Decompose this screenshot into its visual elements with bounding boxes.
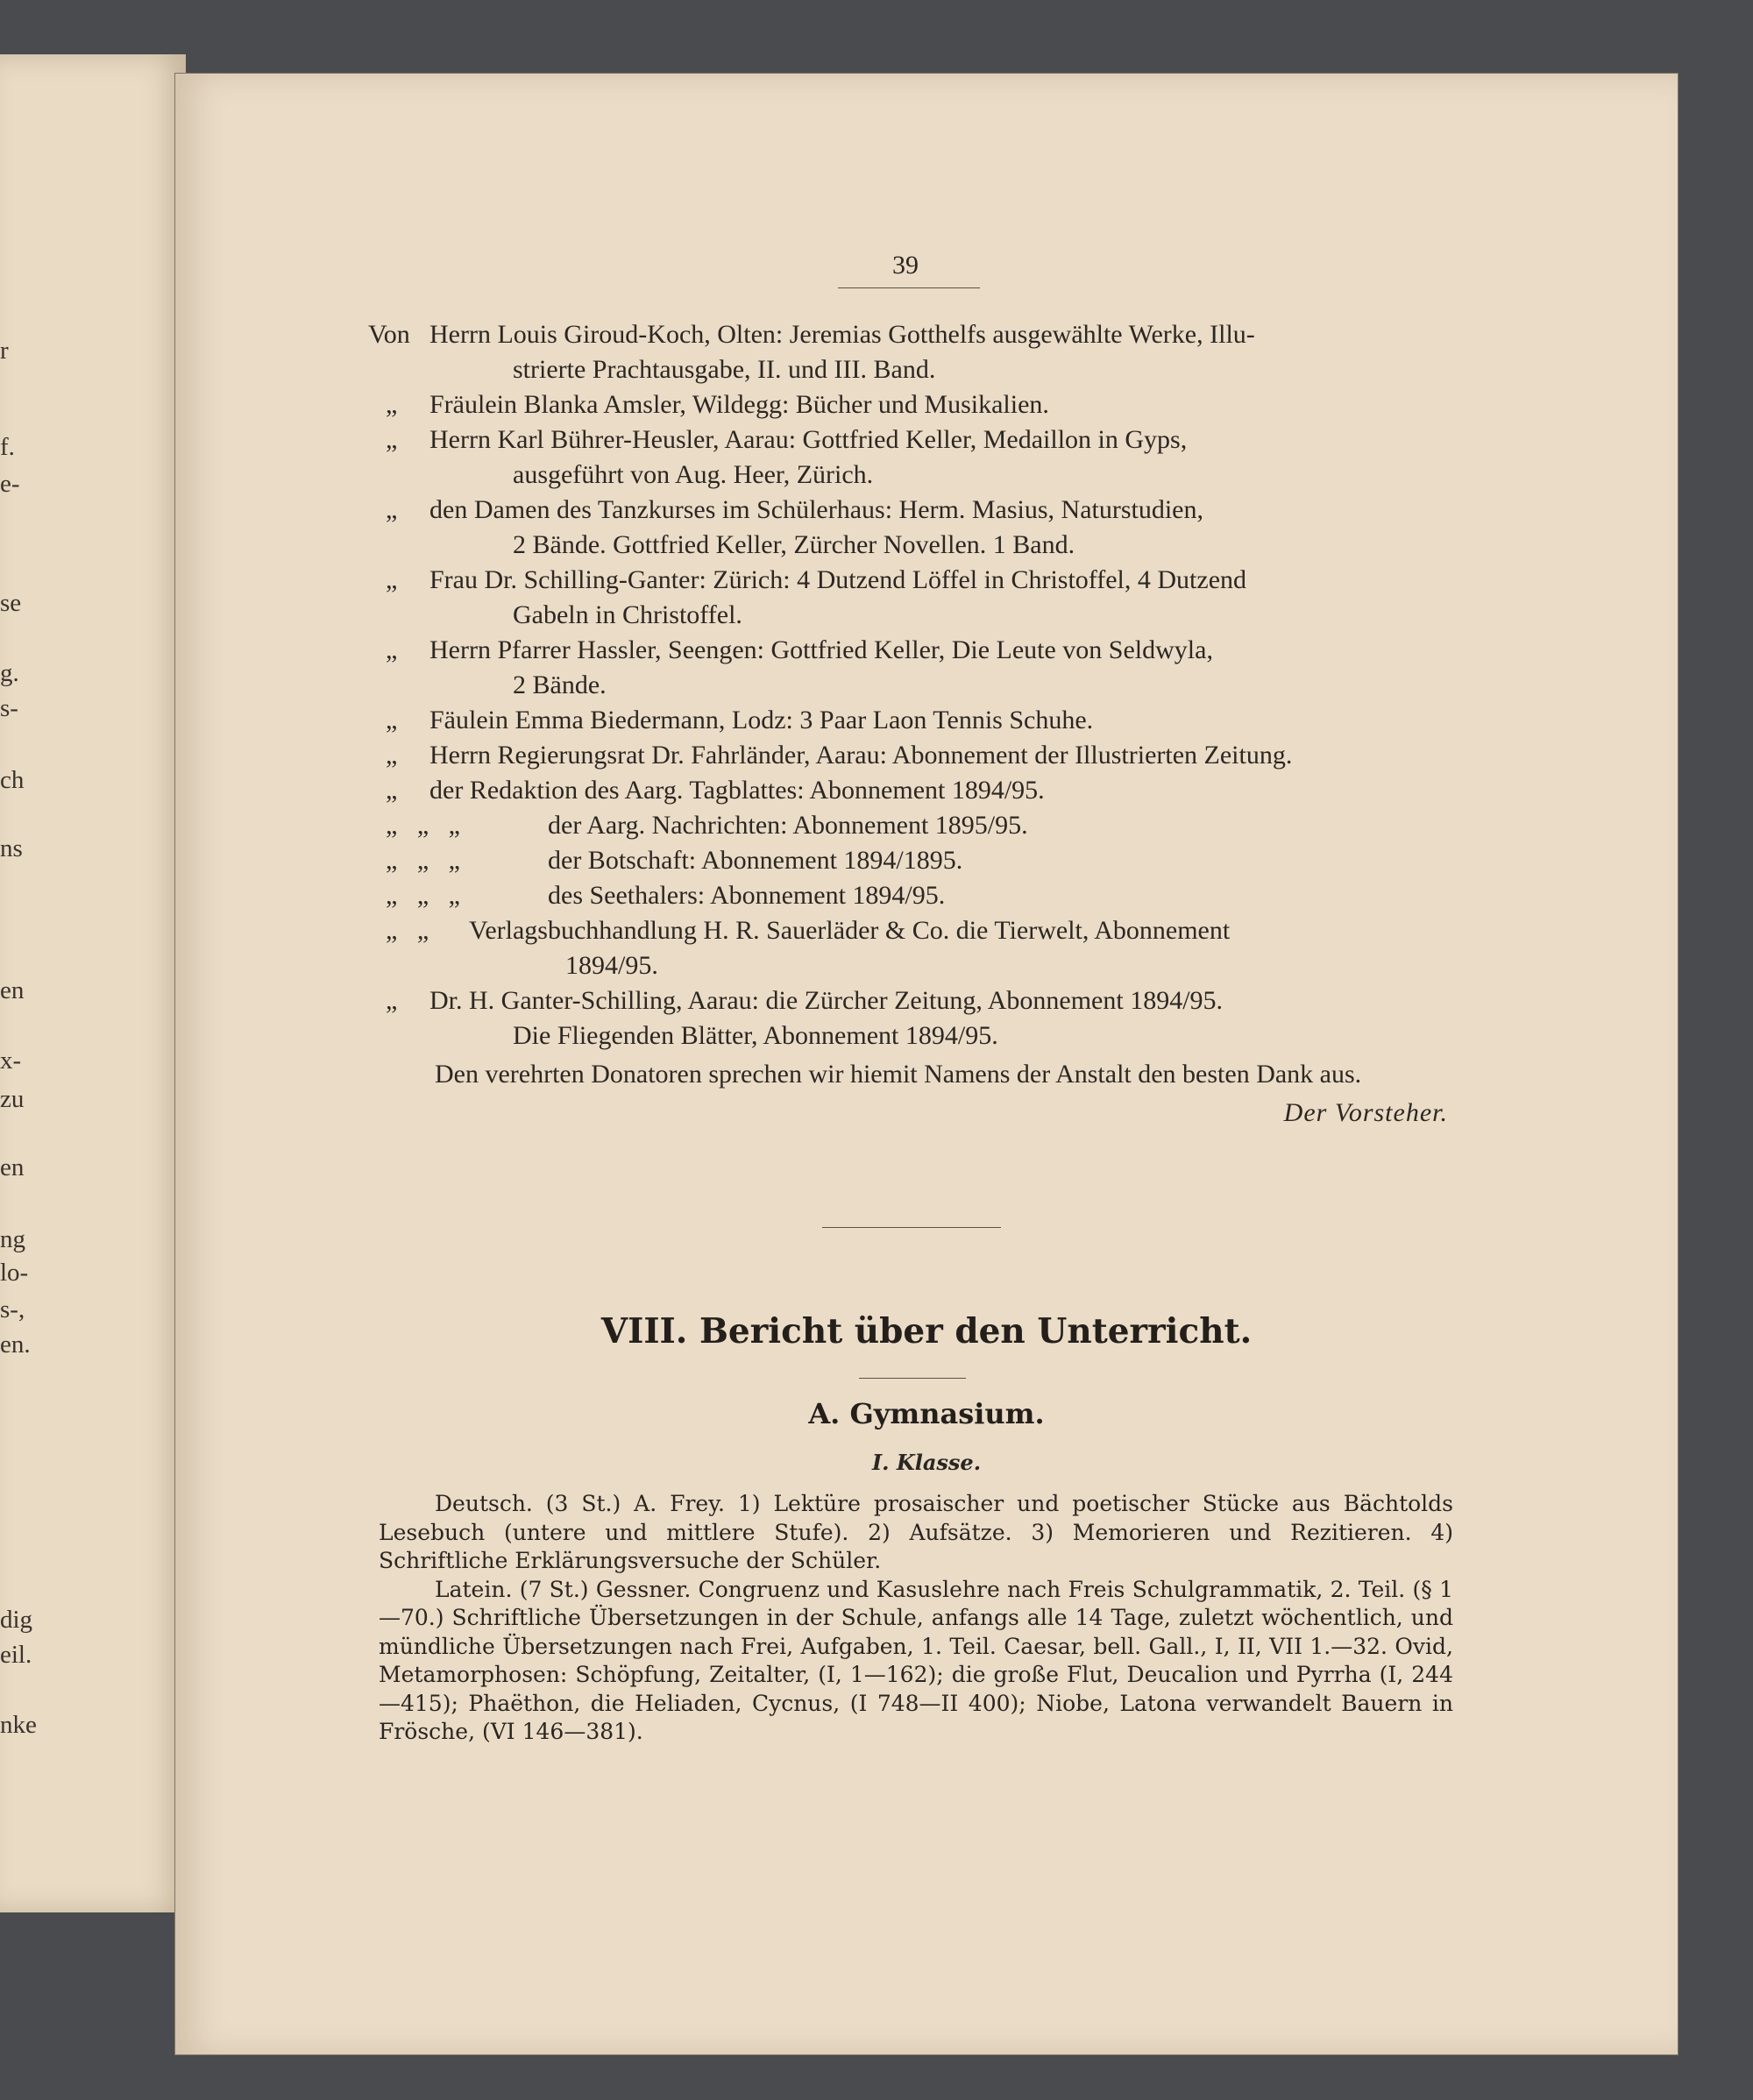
left-page-fragment: e- bbox=[0, 470, 20, 498]
left-page-fragment: en. bbox=[0, 1330, 31, 1359]
entry-marker: „ „ „ bbox=[386, 846, 460, 875]
entry-text bbox=[368, 703, 1448, 738]
entry-line: der Aarg. Nachrichten: Abonnement 1895/95. bbox=[548, 811, 1028, 840]
left-page-fragment: en bbox=[0, 976, 25, 1004]
entry-marker: „ bbox=[386, 986, 398, 1015]
left-page-fragment: ch bbox=[0, 766, 25, 794]
signature: Der Vorsteher. bbox=[1283, 1098, 1448, 1127]
left-page-fragment: dig bbox=[0, 1606, 33, 1634]
section-title: VIII. Bericht über den Unterricht. bbox=[600, 1311, 1253, 1352]
left-page-fragment: x- bbox=[0, 1046, 22, 1075]
entry-line: der Redaktion des Aarg. Tagblattes: Abonnement 1894/95. bbox=[429, 776, 1045, 805]
entry-marker: „ „ „ bbox=[386, 881, 460, 910]
entry-line: Herrn Louis Giroud-Koch, Olten: Jeremias Gotthelfs ausgewählte Werke, Illu- bbox=[429, 320, 1255, 349]
left-page-fragment: r bbox=[0, 337, 9, 365]
entry-marker: „ bbox=[386, 565, 398, 594]
left-page-edge bbox=[0, 54, 186, 1912]
entry-line: Herrn Karl Bührer-Heusler, Aarau: Gottfried Keller, Medaillon in Gyps, bbox=[429, 425, 1188, 454]
donation-entry bbox=[368, 808, 1448, 843]
section-subtitle: A. Gymnasium. bbox=[808, 1397, 1045, 1430]
entry-marker: „ bbox=[386, 776, 398, 805]
donation-entry bbox=[368, 422, 1448, 493]
paragraph-deutsch: Deutsch. (3 St.) A. Frey. 1) Lektüre prosaischer und poetischer Stücke aus Bächtolds Lesebuch (untere und mittlere Stufe). 2) Aufsätze. 3) Memorieren und Rezitieren. 4) Schriftliche Erklärungsversuche der Schüler. bbox=[379, 1491, 1453, 1573]
entry-line: der Botschaft: Abonnement 1894/1895. bbox=[548, 846, 963, 875]
donation-entry bbox=[368, 633, 1448, 703]
entry-line: Dr. H. Ganter-Schilling, Aarau: die Zürcher Zeitung, Abonnement 1894/95. bbox=[429, 986, 1224, 1015]
entry-marker: „ bbox=[386, 741, 398, 770]
donation-entry bbox=[368, 878, 1448, 913]
left-page-fragment: ng bbox=[0, 1225, 25, 1253]
entry-line: Frau Dr. Schilling-Ganter: Zürich: 4 Dutzend Löffel in Christoffel, 4 Dutzend bbox=[429, 565, 1247, 594]
entry-marker: „ bbox=[386, 390, 398, 419]
page-number: 39 bbox=[892, 251, 919, 280]
donations-list bbox=[368, 317, 1448, 1131]
curriculum-text bbox=[379, 1490, 1453, 1747]
entry-text bbox=[368, 422, 1448, 493]
entry-line: Verlagsbuchhandlung H. R. Sauerläder & Co. die Tierwelt, Abonnement bbox=[469, 916, 1231, 945]
entry-marker: „ bbox=[386, 706, 398, 734]
entry-text bbox=[368, 843, 1448, 878]
entry-line: 1894/95. bbox=[565, 951, 658, 980]
donation-entry bbox=[368, 493, 1448, 563]
donation-entry bbox=[368, 387, 1448, 422]
section-divider bbox=[822, 1227, 1001, 1228]
left-page-fragment: zu bbox=[0, 1085, 25, 1113]
left-page-fragment: f. bbox=[0, 433, 15, 461]
section-title-rule bbox=[859, 1378, 966, 1379]
entry-text bbox=[368, 913, 1448, 983]
left-page-fragment: g. bbox=[0, 659, 19, 687]
entry-line: Fäulein Emma Biedermann, Lodz: 3 Paar Laon Tennis Schuhe. bbox=[429, 706, 1094, 734]
left-page-fragment: s-, bbox=[0, 1295, 25, 1323]
entry-line: strierte Prachtausgabe, II. und III. Band. bbox=[513, 355, 936, 384]
entry-text bbox=[368, 773, 1448, 808]
left-page-fragment: s- bbox=[0, 694, 18, 722]
paragraph-latein: Latein. (7 St.) Gessner. Congruenz und Kasuslehre nach Freis Schulgrammatik, 2. Teil. (§ 1—70.) Schriftliche Übersetzungen in der Schule, anfangs alle 14 Tage, zuletzt wöchentlich, und mündliche Übersetzungen nach Frei, Aufgaben, 1. Teil. Caesar, bell. Gall., I, II, VII 1.—32. Ovid, Metamorphosen: Schöpfung, Zeitalter, (I, 1—162); die große Flut, Deucalion und Pyrrha (I, 244—415); Phaëthon, die Heliaden, Cycnus, (I 748—II 400); Niobe, Latona verwandelt Bauern in Frösche, (VI 146—381). bbox=[379, 1576, 1453, 1744]
entry-line: 2 Bände. bbox=[513, 670, 607, 699]
entry-text bbox=[368, 387, 1448, 422]
donation-entry bbox=[368, 563, 1448, 633]
entry-marker: „ bbox=[386, 495, 398, 524]
donation-entry bbox=[368, 738, 1448, 773]
donation-entry bbox=[368, 317, 1448, 387]
left-page-fragment: ns bbox=[0, 834, 23, 862]
page-number-rule bbox=[838, 287, 980, 288]
entry-marker: „ bbox=[386, 635, 398, 664]
entry-line: Fräulein Blanka Amsler, Wildegg: Bücher und Musikalien. bbox=[429, 390, 1049, 419]
entry-marker: Von bbox=[368, 320, 410, 349]
class-title: I. Klasse. bbox=[871, 1450, 982, 1475]
left-page-fragment: lo- bbox=[0, 1259, 29, 1287]
entry-text bbox=[368, 983, 1448, 1054]
entry-text bbox=[368, 633, 1448, 703]
entry-text bbox=[368, 317, 1448, 387]
left-page-fragment: en bbox=[0, 1153, 25, 1181]
entry-line: den Damen des Tanzkurses im Schülerhaus: Herm. Masius, Naturstudien, bbox=[429, 495, 1203, 524]
donation-entry bbox=[368, 773, 1448, 808]
left-page-fragment: nke bbox=[0, 1711, 37, 1739]
entry-text bbox=[368, 878, 1448, 913]
entry-line: Herrn Regierungsrat Dr. Fahrländer, Aarau: Abonnement der Illustrierten Zeitung. bbox=[429, 741, 1293, 770]
entry-marker: „ „ bbox=[386, 916, 429, 945]
entry-text bbox=[368, 493, 1448, 563]
donation-entry bbox=[368, 843, 1448, 878]
left-page-fragment: se bbox=[0, 589, 22, 617]
entry-text bbox=[368, 738, 1448, 773]
entry-marker: „ bbox=[386, 425, 398, 454]
entry-line: Gabeln in Christoffel. bbox=[513, 600, 742, 629]
left-page-fragment: eil. bbox=[0, 1641, 32, 1669]
entry-text bbox=[368, 563, 1448, 633]
donation-entry bbox=[368, 703, 1448, 738]
entry-line: ausgeführt von Aug. Heer, Zürich. bbox=[513, 460, 874, 489]
entry-text bbox=[368, 808, 1448, 843]
entry-line: 2 Bände. Gottfried Keller, Zürcher Novellen. 1 Band. bbox=[513, 530, 1075, 559]
entry-line: des Seethalers: Abonnement 1894/95. bbox=[548, 881, 946, 910]
donation-entry bbox=[368, 913, 1448, 983]
closing-paragraph: Den verehrten Donatoren sprechen wir hiemit Namens der Anstalt den besten Dank aus. bbox=[435, 1060, 1362, 1089]
donation-entry bbox=[368, 983, 1448, 1054]
entry-marker: „ „ „ bbox=[386, 811, 460, 840]
entry-line: Herrn Pfarrer Hassler, Seengen: Gottfried Keller, Die Leute von Seldwyla, bbox=[429, 635, 1213, 664]
entry-line: Die Fliegenden Blätter, Abonnement 1894/95. bbox=[513, 1021, 998, 1050]
